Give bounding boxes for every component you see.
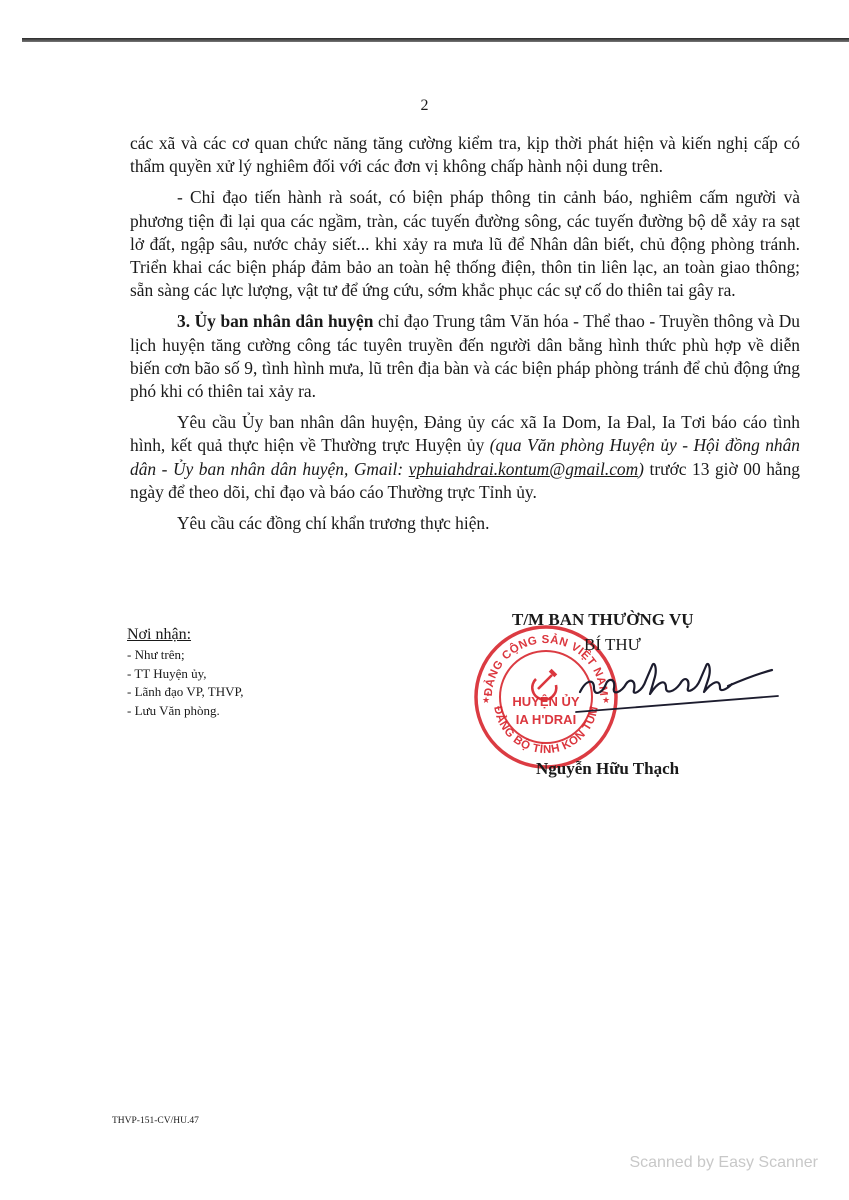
paragraph-4-end: trước 13 giờ 00 hằng ngày để theo dõi, chỉ đạo và báo cáo Thường trực Tỉnh ủy. bbox=[130, 458, 801, 502]
stamp-center-line-1: HUYỆN ỦY bbox=[512, 694, 580, 709]
recipient-item: - Lãnh đạo VP, THVP, bbox=[127, 684, 244, 699]
recipient-item: - TT Huyện ủy, bbox=[127, 665, 207, 681]
paragraph-4-start: Yêu cầu Ủy ban nhân dân huyện, Đảng ủy các xã Ia Dom, Ia Đal, Ia Tơi báo cáo tình hình, kết quả thực hiện về Thường trực Huyện ủy bbox=[130, 412, 800, 456]
paragraph-3 bbox=[130, 310, 800, 403]
scanner-watermark: Scanned by Easy Scanner bbox=[629, 1154, 818, 1171]
stamp-bottom-text: ĐẢNG BỘ TỈNH KON TUM bbox=[491, 705, 601, 757]
paragraph-1: các xã và các cơ quan chức năng tăng cường kiểm tra, kịp thời phát hiện và kiến nghị cấp có thẩm quyền xử lý nghiêm đối với các đơn vị không chấp hành nội dung trên. bbox=[130, 133, 800, 177]
handwritten-signature bbox=[572, 650, 782, 720]
signature-role: BÍ THƯ bbox=[584, 635, 641, 654]
email-link[interactable]: vphuiahdrai.kontum@gmail.com bbox=[408, 458, 639, 479]
svg-text:★: ★ bbox=[602, 695, 611, 705]
signature-block bbox=[470, 605, 790, 795]
document-body bbox=[130, 132, 800, 543]
paragraph-4-italic-close: ) bbox=[638, 458, 644, 479]
recipient-item: - Như trên; bbox=[127, 647, 185, 662]
paragraph-4 bbox=[130, 411, 800, 504]
document-code: THVP-151-CV/HU.47 bbox=[112, 1116, 199, 1126]
page-number: 2 bbox=[420, 97, 429, 114]
paragraph-4-italic: (qua Văn phòng Huyện ủy - Hội đồng nhân dân - Ủy ban nhân dân huyện, Gmail: bbox=[130, 435, 801, 479]
svg-text:★: ★ bbox=[482, 695, 491, 705]
recipients-title: Nơi nhận: bbox=[127, 626, 192, 643]
stamp-outer-text: ĐẢNG CỘNG SẢN VIỆT NAM bbox=[482, 633, 610, 697]
signer-name: Nguyễn Hữu Thạch bbox=[536, 759, 680, 778]
signature-title: T/M BAN THƯỜNG VỤ bbox=[512, 610, 694, 629]
stamp-center-line-2: IA H'DRAI bbox=[515, 712, 577, 727]
paragraph-3-heading: 3. Ủy ban nhân dân huyện bbox=[177, 311, 374, 332]
recipient-item: - Lưu Văn phòng. bbox=[127, 702, 220, 718]
recipients-block bbox=[127, 625, 427, 720]
paragraph-5: Yêu cầu các đồng chí khẩn trương thực hiện. bbox=[177, 513, 490, 534]
top-scan-border bbox=[22, 38, 849, 42]
paragraph-2: - Chỉ đạo tiến hành rà soát, có biện pháp thông tin cảnh báo, nghiêm cấm người và phương tiện đi lại qua các ngầm, tràn, các tuyến đường sông, các tuyến đường bộ dễ xảy ra sạt lở đất, ngập sâu, nước chảy siết... khi xảy ra mưa lũ để Nhân dân biết, chủ động phòng tránh. Triển khai các biện pháp đảm bảo an toàn hệ thống điện, thôn tin liên lạc, an toàn giao thông; sẵn sàng các lực lượng, vật tư để ứng cứu, sớm khắc phục các sự cố do thiên tai gây ra. bbox=[130, 187, 800, 301]
paragraph-3-text: chỉ đạo Trung tâm Văn hóa - Thể thao - Truyền thông và Du lịch huyện tăng cường công tác tuyên truyền đến người dân bằng hình thức phù hợp về diễn biến cơn bão số 9, tình hình mưa, lũ trên địa bàn và các biện pháp phòng tránh để chủ động ứng phó khi có thiên tai xảy ra. bbox=[130, 311, 800, 402]
